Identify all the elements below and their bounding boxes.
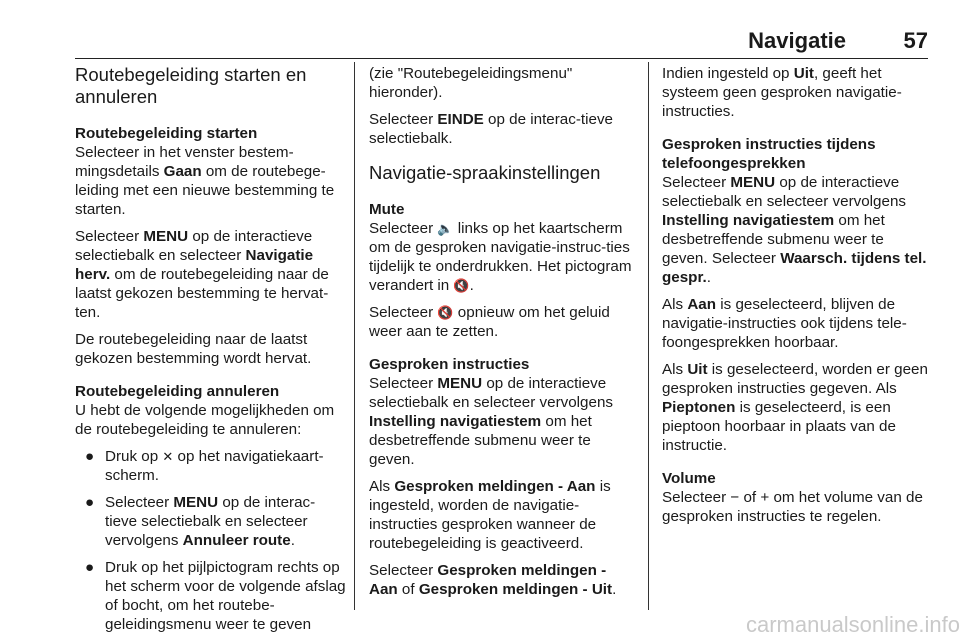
watermark: carmanualsonline.info <box>745 612 960 637</box>
subheading-volume: Volume <box>662 470 716 487</box>
paragraph-spoken-2: Als Gesproken meldingen - Aan is ingesteld, worden de navigatie-instructies gesproken wanneer de routebegeleiding is geactiveerd. <box>369 478 611 552</box>
subheading-spoken: Gesproken instructies <box>369 356 530 373</box>
list-item: ● Selecteer MENU op de interac-tieve selectiebalk en selecteer vervolgens Annuleer route. <box>85 494 316 549</box>
paragraph-start-2: Selecteer MENU op de interactieve selectiebalk en selecteer Navigatie herv. om de routebegeleiding naar de laatst gekozen bestemming te hervat-ten. <box>75 228 329 321</box>
page-header <box>0 28 928 54</box>
minus-icon: − <box>730 489 740 506</box>
paragraph-calls-3: Als Uit is geselecteerd, worden er geen gesproken instructies gegeven. Als Pieptonen is geselecteerd, is een pieptoon hoorbaar in plaats van de instructie. <box>662 361 928 454</box>
paragraph-volume: Selecteer − of + om het volume van de gesproken instructies te regelen. <box>662 489 923 525</box>
column-2 <box>369 64 637 607</box>
section-heading-route: Routebegeleiding starten en annuleren <box>75 64 307 107</box>
paragraph-mute-1: Selecteer 🔈 links op het kaartscherm om de gesproken navigatie-instruc-ties tijdelijk te onderdrukken. Het pictogram verandert in 🔇. <box>369 220 632 294</box>
speaker-muted-icon: 🔇 <box>453 278 470 293</box>
bullet-icon: ● <box>85 448 95 465</box>
paragraph-calls-2: Als Aan is geselecteerd, blijven de navigatie-instructies ook tijdens tele-foongesprekken hoorbaar. <box>662 296 907 351</box>
speaker-icon: 🔈 <box>437 221 454 236</box>
paragraph-mute-2: Selecteer 🔇 opnieuw om het geluid weer aan te zetten. <box>369 304 610 340</box>
paragraph-spoken-1: Selecteer MENU op de interactieve selectiebalk en selecteer vervolgens Instelling navigatiestem om het desbetreffende submenu weer te geven. <box>369 375 613 468</box>
page-title: Navigatie <box>748 28 846 53</box>
list-item: ● Druk op ✕ op het navigatiekaart-scherm. <box>85 448 324 484</box>
list-item: ● Druk op het pijlpictogram rechts op het scherm voor de volgende afslag of bocht, om het routebe-geleidingsmenu weer te geven <box>85 559 346 633</box>
plus-icon: + <box>760 489 770 506</box>
paragraph-start-1: Selecteer in het venster bestem-mingsdetails Gaan om de routebege-leiding met een nieuwe bestemming te starten. <box>75 144 335 218</box>
column-divider-2 <box>648 62 649 610</box>
page-number: 57 <box>903 28 928 53</box>
paragraph-cancel-intro: U hebt de volgende mogelijkheden om de routebegeleiding te annuleren: <box>75 402 335 438</box>
subheading-cancel: Routebegeleiding annuleren <box>75 383 280 400</box>
speaker-muted-icon: 🔇 <box>437 305 454 320</box>
paragraph-spoken-3: Selecteer Gesproken meldingen - Aan of Gesproken meldingen - Uit. <box>369 562 617 598</box>
paragraph-einde: Selecteer EINDE op de interac-tieve selectiebalk. <box>369 111 613 147</box>
column-3 <box>662 64 930 534</box>
header-divider <box>75 58 928 59</box>
bullet-icon: ● <box>85 559 95 576</box>
cancel-options-list <box>75 447 347 634</box>
subheading-calls: Gesproken instructies tijdens telefoongesprekken <box>662 136 876 172</box>
bullet-icon: ● <box>85 494 95 511</box>
column-divider-1 <box>354 62 355 610</box>
paragraph-calls-1: Selecteer MENU op de interactieve selectiebalk en selecteer vervolgens Instelling navigatiestem om het desbetreffende submenu weer te geven. Selecteer Waarsch. tijdens tel. gespr.. <box>662 174 927 286</box>
column-1 <box>75 64 347 642</box>
section-heading-voice: Navigatie-spraakinstellingen <box>369 162 601 183</box>
paragraph-uit: Indien ingesteld op Uit, geeft het systeem geen gesproken navigatie-instructies. <box>662 65 902 120</box>
close-icon: ✕ <box>162 449 174 464</box>
subheading-mute: Mute <box>369 201 405 218</box>
paragraph-start-3: De routebegeleiding naar de laatst gekozen bestemming wordt hervat. <box>75 331 312 367</box>
paragraph-continued: (zie "Routebegeleidingsmenu" hieronder). <box>369 65 573 101</box>
subheading-start: Routebegeleiding starten <box>75 125 258 142</box>
